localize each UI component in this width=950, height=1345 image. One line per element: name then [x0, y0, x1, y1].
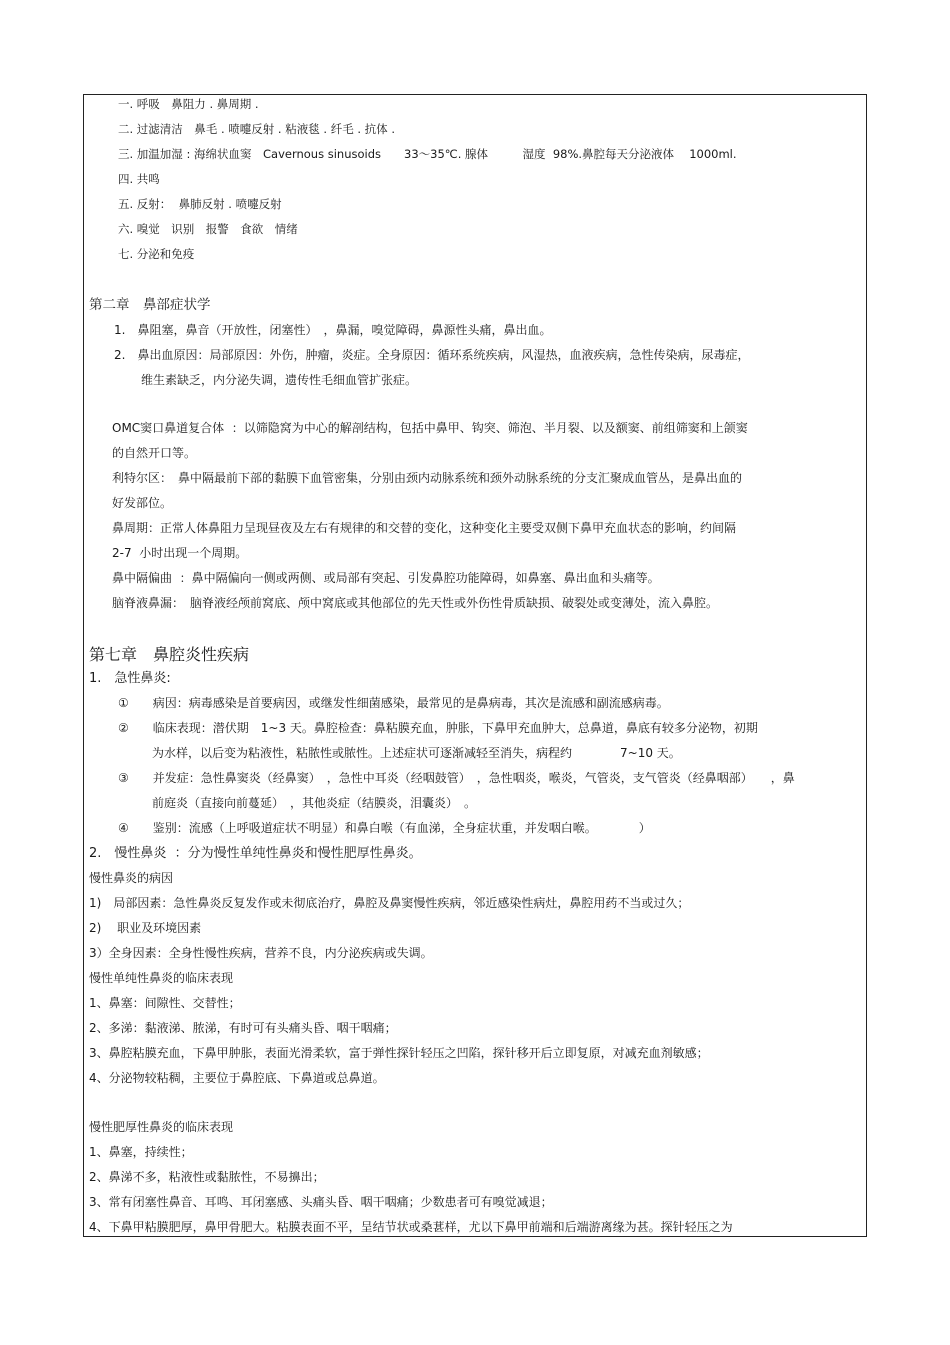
- term-little-area-cont: 好发部位。: [112, 496, 173, 510]
- function-warming: 三. 加温加湿 : 海绵状血窦 Cavernous sinusoids 33～35℃. 腺体 湿度 98%.鼻腔每天分泌液体 1000ml.: [118, 147, 737, 161]
- chronic-cause-2: 2) 职业及环境因素: [89, 921, 202, 935]
- simple-item-3: 3、鼻腔粘膜充血，下鼻甲肿胀，表面光滑柔软，富于弹性探针轻压之凹陷，探针移开后立即复原，对减充血剂敏感；: [89, 1046, 709, 1060]
- function-secretion: 七. 分泌和免疫: [118, 247, 195, 261]
- chapter2-item-2-cont: 维生素缺乏，内分泌失调，遗传性毛细血管扩张症。: [141, 373, 418, 387]
- function-reflex: 五. 反射： 鼻肺反射 . 喷嚏反射: [118, 197, 282, 211]
- acute-cause: ① 病因：病毒感染是首要病因，或继发性细菌感染，最常见的是鼻病毒，其次是流感和副流感病毒。: [118, 696, 669, 710]
- acute-differential: ④ 鉴别：流感（上呼吸道症状不明显）和鼻白喉（有血涕，全身症状重，并发咽白喉。 ）: [118, 821, 651, 835]
- simple-item-1: 1、鼻塞：间隙性、交替性；: [89, 996, 241, 1010]
- chronic-cause-3: 3）全身因素：全身性慢性疾病，营养不良，内分泌疾病或失调。: [89, 946, 433, 960]
- acute-clinical-cont: 为水样，以后变为粘液性，粘脓性或脓性。上述症状可逐渐减轻至消失，病程约 7~10 天。: [152, 746, 681, 760]
- chronic-cause-title: 慢性鼻炎的病因: [89, 871, 174, 885]
- chapter7-title: 第七章 鼻腔炎性疾病: [89, 645, 250, 664]
- simple-rhinitis-title: 慢性单纯性鼻炎的临床表现: [89, 971, 234, 985]
- simple-item-4: 4、分泌物较粘稠，主要位于鼻腔底、下鼻道或总鼻道。: [89, 1071, 385, 1085]
- chronic-rhinitis-title: 2. 慢性鼻炎 ：分为慢性单纯性鼻炎和慢性肥厚性鼻炎。: [89, 846, 422, 861]
- function-smell: 六. 嗅觉 识别 报警 食欲 情绪: [118, 222, 298, 236]
- term-omc-cont: 的自然开口等。: [112, 446, 197, 460]
- chronic-cause-1: 1) 局部因素：急性鼻炎反复发作或未彻底治疗，鼻腔及鼻窦慢性疾病，邻近感染性病灶，鼻腔用药不当或过久；: [89, 896, 690, 910]
- term-septum-deviation: 鼻中隔偏曲 ：鼻中隔偏向一侧或两侧、或局部有突起、引发鼻腔功能障碍，如鼻塞、鼻出血和头痛等。: [112, 571, 660, 585]
- term-little-area: 利特尔区： 鼻中隔最前下部的黏膜下血管密集，分别由颈内动脉系统和颈外动脉系统的分支汇聚成血管丛，是鼻出血的: [112, 471, 743, 485]
- term-csf-rhinorrhea: 脑脊液鼻漏： 脑脊液经颅前窝底、颅中窝底或其他部位的先天性或外伤性骨质缺损、破裂处或变薄处，流入鼻腔。: [112, 596, 719, 610]
- hypertrophic-item-2: 2、鼻涕不多，粘液性或黏脓性，不易擤出；: [89, 1170, 325, 1184]
- acute-complications-cont: 前庭炎（直接向前蔓延） ，其他炎症（结膜炎，泪囊炎） 。: [152, 796, 477, 810]
- hypertrophic-item-3: 3、常有闭塞性鼻音、耳鸣、耳闭塞感、头痛头昏、咽干咽痛；少数患者可有嗅觉减退；: [89, 1195, 553, 1209]
- simple-item-2: 2、多涕：黏液涕、脓涕，有时可有头痛头昏、咽干咽痛；: [89, 1021, 397, 1035]
- term-nasal-cycle-cont: 2-7 小时出现一个周期。: [112, 546, 248, 560]
- hypertrophic-item-1: 1、鼻塞，持续性；: [89, 1145, 193, 1159]
- term-omc: OMC窦口鼻道复合体 ：以筛隐窝为中心的解剖结构，包括中鼻甲、钩突、筛泡、半月裂、以及额窦、前组筛窦和上颌窦: [112, 421, 748, 435]
- chapter2-item-1: 1. 鼻阻塞，鼻音（开放性，闭塞性） ，鼻漏，嗅觉障碍，鼻源性头痛，鼻出血。: [114, 323, 552, 337]
- chapter2-item-2: 2. 鼻出血原因：局部原因：外伤，肿瘤，炎症。全身原因：循环系统疾病，风湿热，血液疾病，急性传染病，尿毒症，: [114, 348, 750, 362]
- acute-complications: ③ 并发症：急性鼻窦炎（经鼻窦） ，急性中耳炎（经咽鼓管） ，急性咽炎，喉炎，气管炎，支气管炎（经鼻咽部） ，鼻: [118, 771, 795, 785]
- function-filtering: 二. 过滤清洁 鼻毛 . 喷嚏反射 . 粘液毯 . 纤毛 . 抗体 .: [118, 122, 395, 136]
- function-resonance: 四. 共鸣: [118, 172, 160, 186]
- acute-clinical: ② 临床表现：潜伏期 1~3 天。鼻腔检查：鼻粘膜充血，肿胀，下鼻甲充血肿大，总鼻道，鼻底有较多分泌物，初期: [118, 721, 758, 735]
- term-nasal-cycle: 鼻周期：正常人体鼻阻力呈现昼夜及左右有规律的和交替的变化，这种变化主要受双侧下鼻甲充血状态的影响，约间隔: [112, 521, 737, 535]
- hypertrophic-item-4: 4、下鼻甲粘膜肥厚，鼻甲骨肥大。粘膜表面不平，呈结节状或桑葚样，尤以下鼻甲前端和后端游离缘为甚。探针轻压之为: [89, 1220, 733, 1234]
- page-border: [83, 94, 867, 1237]
- acute-rhinitis-title: 1. 急性鼻炎:: [89, 671, 171, 686]
- function-breathing: 一. 呼吸 鼻阻力 . 鼻周期 .: [118, 97, 259, 111]
- chapter2-title: 第二章 鼻部症状学: [89, 297, 211, 313]
- hypertrophic-rhinitis-title: 慢性肥厚性鼻炎的临床表现: [89, 1120, 234, 1134]
